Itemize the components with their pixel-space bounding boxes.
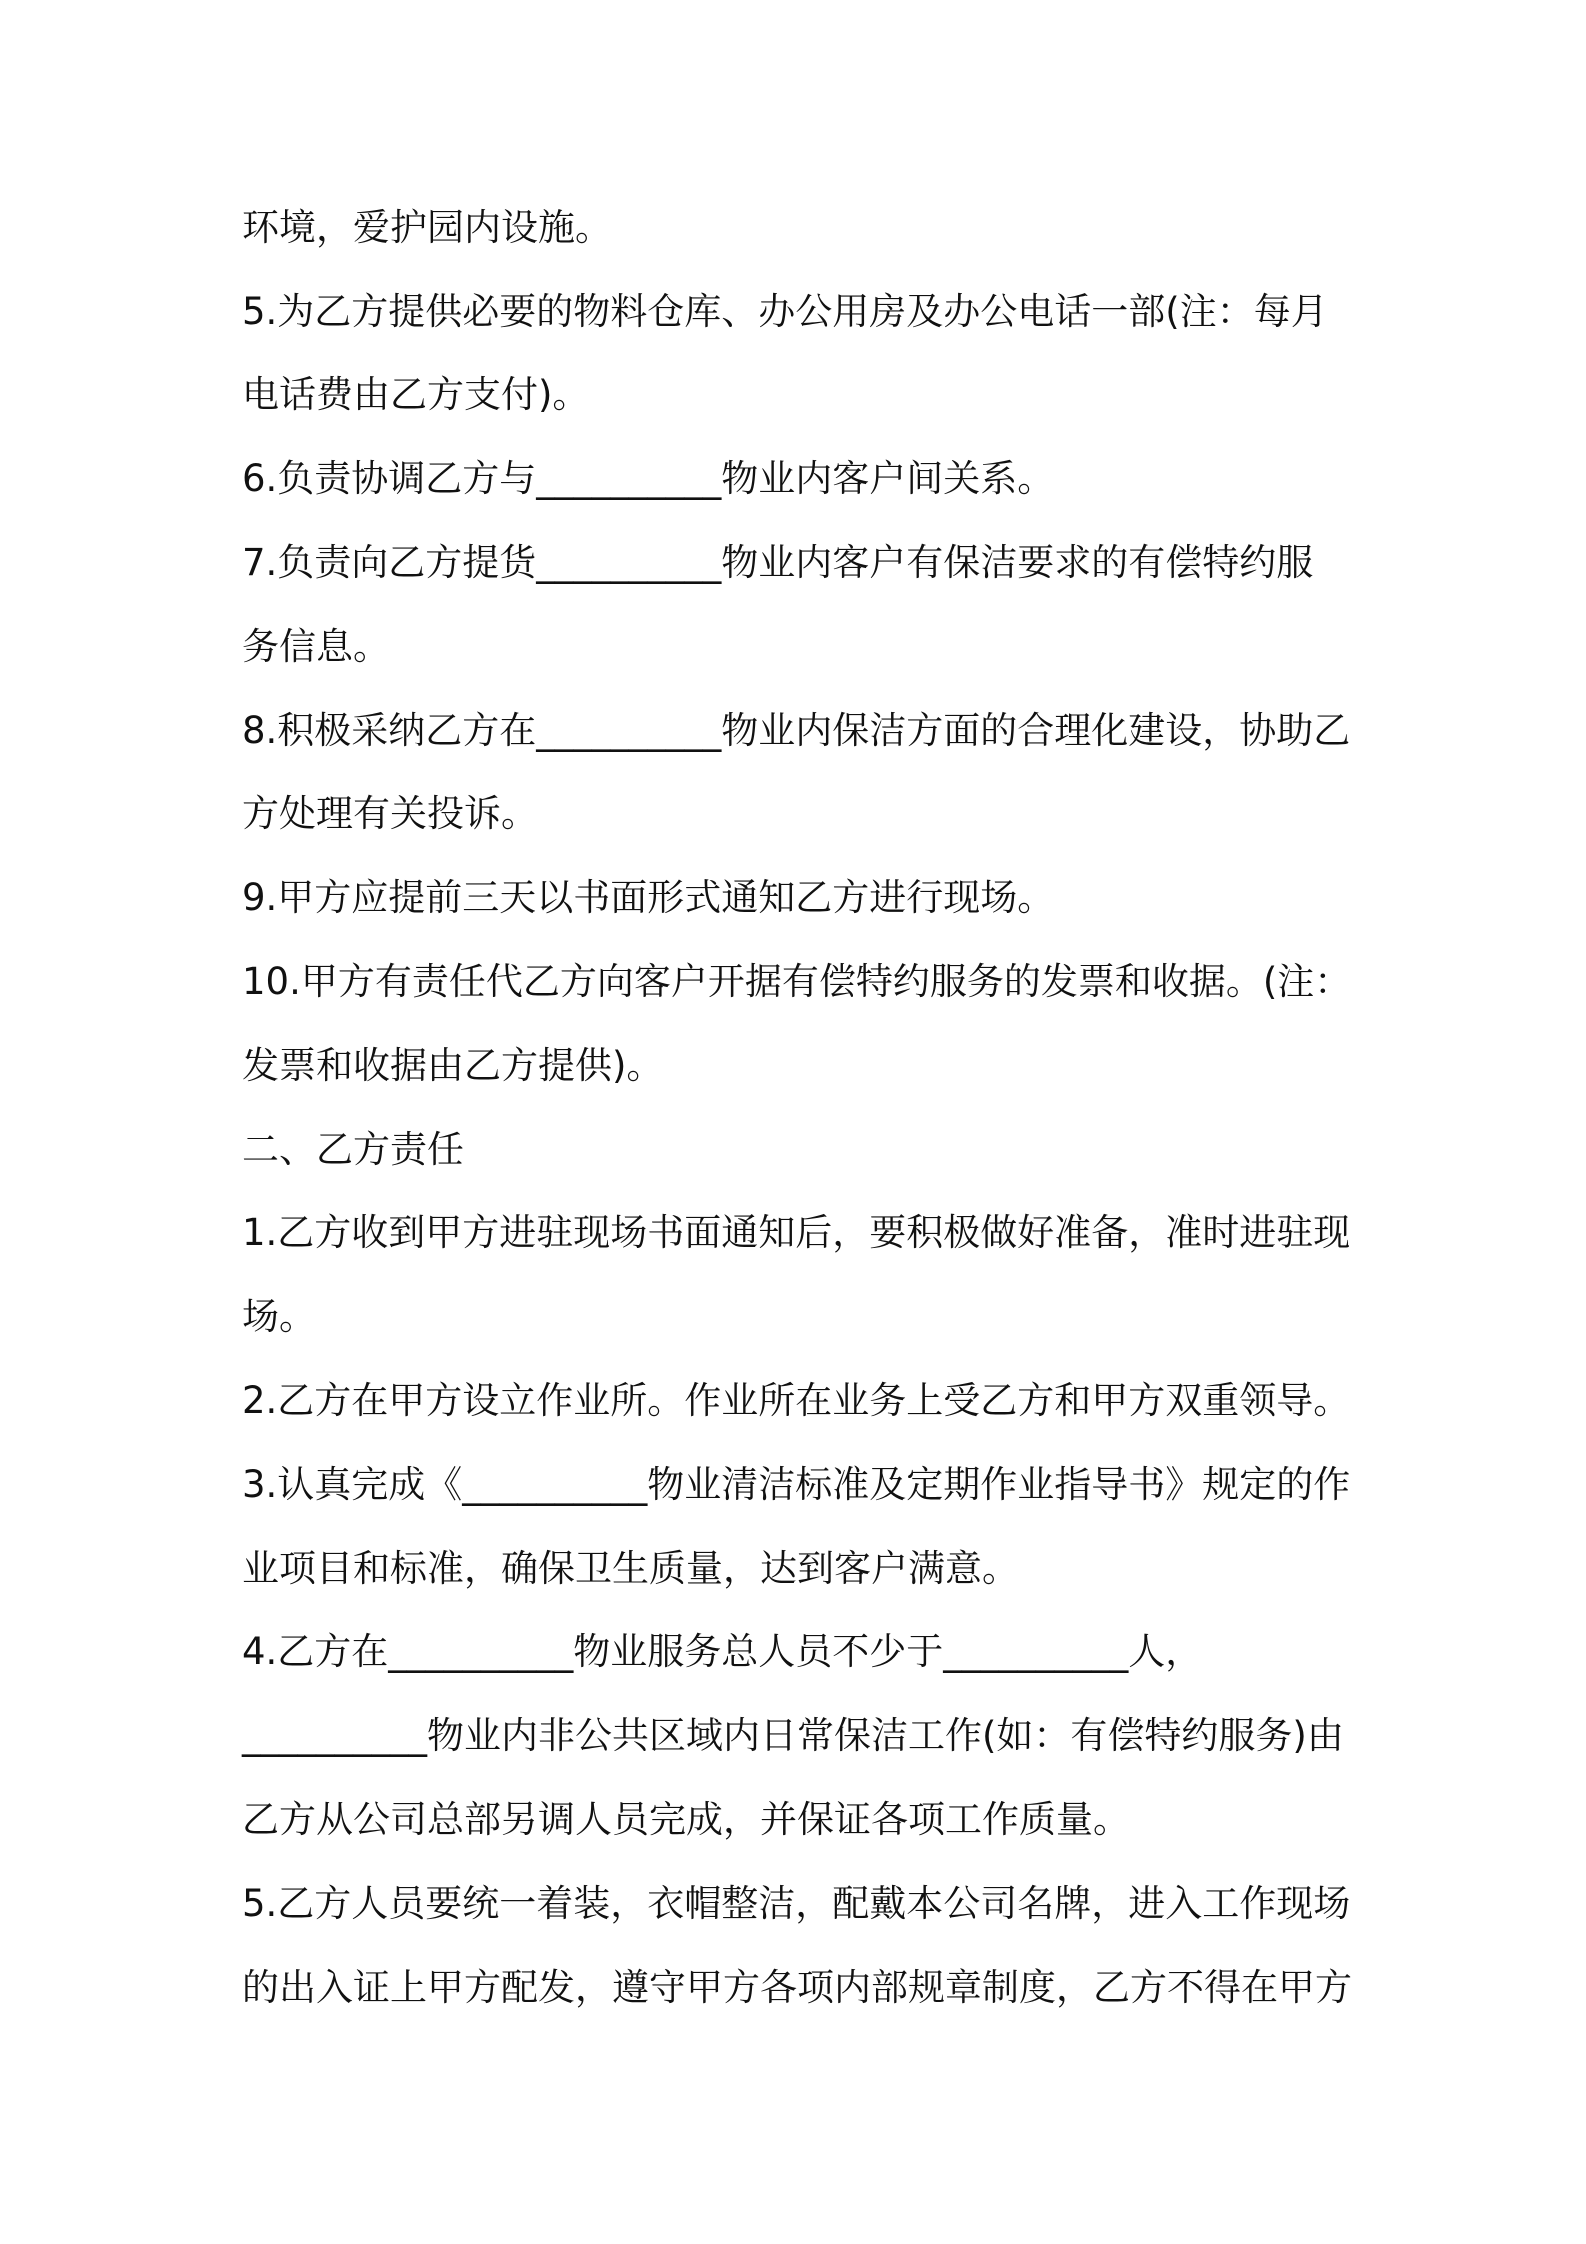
text-line: 的出入证上甲方配发，遵守甲方各项内部规章制度，乙方不得在甲方: [242, 1966, 1352, 2009]
text-line: 2.乙方在甲方设立作业所。作业所在业务上受乙方和甲方双重领导。: [242, 1379, 1351, 1422]
text-line: 场。: [242, 1295, 316, 1338]
text-line: 5.乙方人员要统一着装，衣帽整洁，配戴本公司名牌，进入工作现场: [242, 1882, 1351, 1925]
text-line: 6.负责协调乙方与__________物业内客户间关系。: [242, 457, 1055, 500]
text-line: 方处理有关投诉。: [242, 792, 538, 835]
text-line: 10.甲方有责任代乙方向客户开据有偿特约服务的发票和收据。(注：: [242, 960, 1352, 1003]
text-line: 9.甲方应提前三天以书面形式通知乙方进行现场。: [242, 876, 1055, 919]
text-line: 务信息。: [242, 625, 390, 668]
text-line: 发票和收据由乙方提供)。: [242, 1044, 664, 1087]
text-line: 3.认真完成《__________物业清洁标准及定期作业指导书》规定的作: [242, 1463, 1351, 1506]
text-line: 7.负责向乙方提货__________物业内客户有保洁要求的有偿特约服: [242, 541, 1314, 584]
text-line: 5.为乙方提供必要的物料仓库、办公用房及办公电话一部(注：每月: [242, 290, 1328, 333]
text-line: 电话费由乙方支付)。: [242, 373, 590, 416]
section-heading: 二、乙方责任: [242, 1128, 464, 1171]
text-line: __________物业内非公共区域内日常保洁工作(如：有偿特约服务)由: [242, 1714, 1344, 1757]
text-line: 乙方从公司总部另调人员完成，并保证各项工作质量。: [242, 1798, 1130, 1841]
text-line: 8.积极采纳乙方在__________物业内保洁方面的合理化建设，协助乙: [242, 709, 1351, 752]
text-line: 1.乙方收到甲方进驻现场书面通知后，要积极做好准备，准时进驻现: [242, 1211, 1351, 1254]
text-line: 4.乙方在__________物业服务总人员不少于__________人，: [242, 1630, 1203, 1673]
text-line: 业项目和标准，确保卫生质量，达到客户满意。: [242, 1547, 1019, 1590]
text-line: 环境，爱护园内设施。: [242, 206, 612, 249]
